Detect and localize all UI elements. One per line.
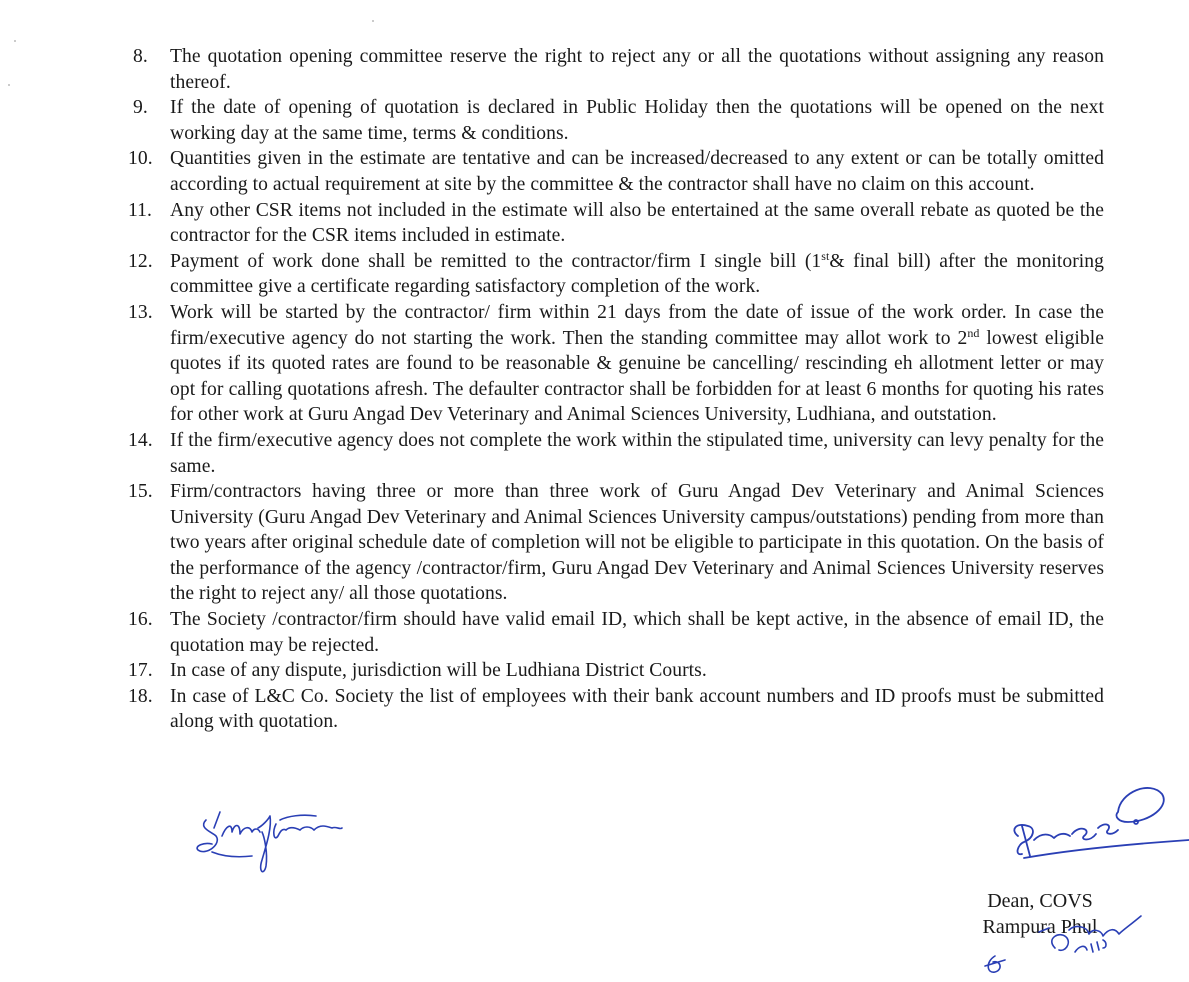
signatory-title: Dean, COVS xyxy=(987,890,1093,912)
clause-number: 16. xyxy=(128,609,153,631)
clause-8 xyxy=(128,44,1104,95)
clause-number: 13. xyxy=(128,301,153,323)
scan-speck xyxy=(14,40,16,42)
clause-text: In case of L&C Co. Society the list of employees with their bank account numbers and ID proofs must be submitted along with quotation. xyxy=(170,685,1104,733)
signatory-place: Rampura Phul xyxy=(982,916,1098,938)
clause-number: 14. xyxy=(128,429,153,451)
clause-text: The quotation opening committee reserve the right to reject any or all the quotations without assigning any reason thereof. xyxy=(170,46,1104,93)
clause-12 xyxy=(128,249,1104,300)
initials-signature xyxy=(975,900,1145,978)
clause-text: In case of any dispute, jurisdiction will be Ludhiana District Courts. xyxy=(170,660,707,682)
clause-number: 15. xyxy=(128,481,153,503)
scan-speck xyxy=(8,84,10,86)
clause-text: Payment of work done shall be remitted to the contractor/firm I single bill (1st& final bill) after the monitoring committee give a certificate regarding satisfactory completion of the work. xyxy=(170,248,1104,298)
right-signature xyxy=(1000,772,1189,872)
terms-list xyxy=(128,44,1104,735)
clause-text: If the firm/executive agency does not complete the work within the stipulated time, university can levy penalty for the same. xyxy=(170,429,1104,477)
clause-15 xyxy=(128,479,1104,607)
clause-number: 8. xyxy=(133,46,148,67)
clause-11 xyxy=(128,198,1104,249)
clause-text: Quantities given in the estimate are tentative and can be increased/decreased to any extent or can be totally omitted according to actual requirement at site by the committee & the contractor shall have no claim on this account. xyxy=(170,148,1104,195)
clause-16 xyxy=(128,607,1104,658)
clause-number: 18. xyxy=(128,685,153,707)
clause-14 xyxy=(128,428,1104,479)
clause-17 xyxy=(128,658,1104,684)
clause-text: If the date of opening of quotation is declared in Public Holiday then the quotations will be opened on the next working day at the same time, terms & conditions. xyxy=(170,97,1104,144)
clause-text: Any other CSR items not included in the estimate will also be entertained at the same overall rebate as quoted be the contractor for the CSR items included in estimate. xyxy=(170,199,1104,247)
clause-number: 17. xyxy=(128,660,153,682)
clause-13 xyxy=(128,300,1104,428)
clause-text: Firm/contractors having three or more than three work of Guru Angad Dev Veterinary and Animal Sciences University (Guru Angad Dev Veterinary and Animal Sciences University campus/outstations) pending from more than two years after original schedule date of completion will not be eligible to participate in this quotation. On the basis of the performance of the agency /contractor/firm, Guru Angad Dev Veterinary and Animal Sciences University reserves the right to reject any/ all those quotations. xyxy=(170,481,1104,605)
clause-number: 10. xyxy=(128,148,153,170)
clause-text: The Society /contractor/firm should have valid email ID, which shall be kept active, in the absence of email ID, the quotation may be rejected. xyxy=(170,609,1104,656)
clause-number: 12. xyxy=(128,250,153,272)
clause-text: Work will be started by the contractor/ firm within 21 days from the date of issue of the work order. In case the firm/executive agency do not starting the work. Then the standing committee may allot work to 2nd lowest eligible quotes if its quoted rates are found to be reasonable & genuine be cancelling/ rescinding eh allotment letter or may opt for calling quotations afresh. The defaulter contractor shall be forbidden for at least 6 months for quoting his rates for other work at Guru Angad Dev Veterinary and Animal Sciences University, Ludhiana, and outstation. xyxy=(170,301,1104,426)
clause-10 xyxy=(128,146,1104,197)
clause-number: 9. xyxy=(133,97,148,119)
scan-speck xyxy=(372,20,374,22)
clause-9 xyxy=(128,95,1104,146)
left-signature xyxy=(192,806,352,886)
clause-number: 11. xyxy=(128,199,152,221)
clause-18 xyxy=(128,684,1104,735)
